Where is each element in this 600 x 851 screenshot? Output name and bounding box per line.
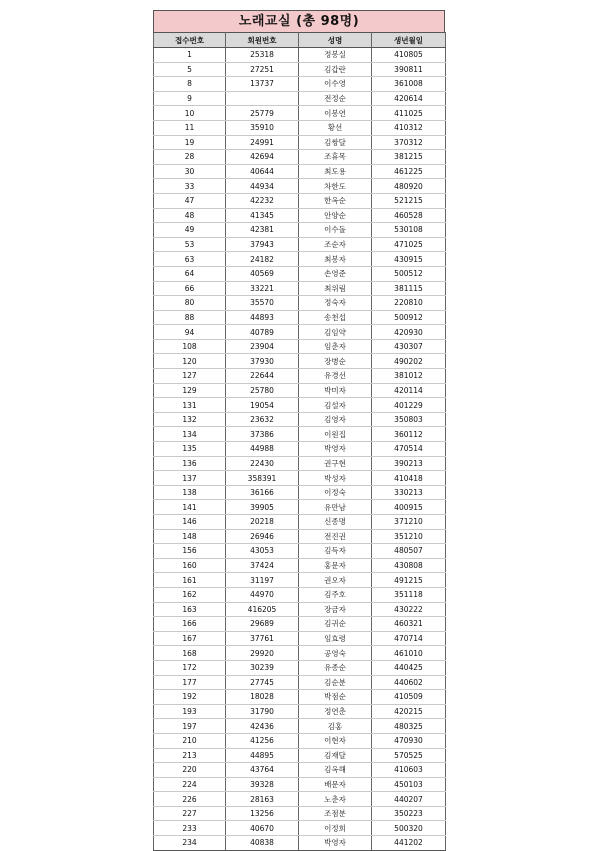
table-row xyxy=(154,485,446,500)
table-row xyxy=(154,602,446,617)
receipt-no-cell: 9 xyxy=(154,91,226,106)
receipt-no-cell: 156 xyxy=(154,544,226,559)
table-row xyxy=(154,266,446,281)
receipt-no-cell: 8 xyxy=(154,77,226,92)
receipt-no-cell: 127 xyxy=(154,369,226,384)
table-row xyxy=(154,544,446,559)
member-no-cell: 40670 xyxy=(226,821,299,836)
birthdate-cell: 370312 xyxy=(372,135,446,150)
birthdate-cell: 441202 xyxy=(372,836,446,851)
member-no-cell: 44893 xyxy=(226,310,299,325)
column-header-receipt-no: 접수번호 xyxy=(154,33,226,48)
table-row xyxy=(154,515,446,530)
receipt-no-cell: 1 xyxy=(154,48,226,63)
table-row xyxy=(154,631,446,646)
name-cell: 김설자 xyxy=(299,398,372,413)
name-cell: 정숙자 xyxy=(299,296,372,311)
member-no-cell: 40644 xyxy=(226,164,299,179)
name-cell: 임춘자 xyxy=(299,339,372,354)
table-row xyxy=(154,675,446,690)
birthdate-cell: 420930 xyxy=(372,325,446,340)
table-row xyxy=(154,748,446,763)
name-cell: 김갑란 xyxy=(299,62,372,77)
birthdate-cell: 381012 xyxy=(372,369,446,384)
receipt-no-cell: 163 xyxy=(154,602,226,617)
receipt-no-cell: 177 xyxy=(154,675,226,690)
table-row xyxy=(154,704,446,719)
member-no-cell: 33221 xyxy=(226,281,299,296)
name-cell: 공영숙 xyxy=(299,646,372,661)
birthdate-cell: 371210 xyxy=(372,515,446,530)
receipt-no-cell: 137 xyxy=(154,471,226,486)
birthdate-cell: 410418 xyxy=(372,471,446,486)
receipt-no-cell: 48 xyxy=(154,208,226,223)
table-row xyxy=(154,354,446,369)
name-cell: 권구현 xyxy=(299,456,372,471)
name-cell: 김득자 xyxy=(299,544,372,559)
table-row xyxy=(154,690,446,705)
member-no-cell: 29920 xyxy=(226,646,299,661)
name-cell: 이정숙 xyxy=(299,485,372,500)
birthdate-cell: 570525 xyxy=(372,748,446,763)
name-cell: 손영준 xyxy=(299,266,372,281)
birthdate-cell: 500912 xyxy=(372,310,446,325)
member-no-cell: 31197 xyxy=(226,573,299,588)
table-row xyxy=(154,252,446,267)
name-cell: 권오자 xyxy=(299,573,372,588)
table-row xyxy=(154,558,446,573)
member-no-cell: 23632 xyxy=(226,412,299,427)
member-no-cell: 40789 xyxy=(226,325,299,340)
birthdate-cell: 400915 xyxy=(372,500,446,515)
name-cell: 최봉자 xyxy=(299,252,372,267)
birthdate-cell: 480325 xyxy=(372,719,446,734)
birthdate-cell: 401229 xyxy=(372,398,446,413)
receipt-no-cell: 213 xyxy=(154,748,226,763)
column-header-member-no: 회원번호 xyxy=(226,33,299,48)
member-no-cell: 22644 xyxy=(226,369,299,384)
name-cell: 장금자 xyxy=(299,602,372,617)
name-cell: 조점분 xyxy=(299,806,372,821)
birthdate-cell: 351118 xyxy=(372,587,446,602)
table-row xyxy=(154,792,446,807)
member-no-cell: 42232 xyxy=(226,193,299,208)
table-row xyxy=(154,310,446,325)
name-cell: 황선 xyxy=(299,120,372,135)
receipt-no-cell: 166 xyxy=(154,617,226,632)
name-cell: 이수영 xyxy=(299,77,372,92)
table-row xyxy=(154,296,446,311)
birthdate-cell: 430808 xyxy=(372,558,446,573)
table-row xyxy=(154,77,446,92)
birthdate-cell: 470514 xyxy=(372,442,446,457)
member-no-cell: 27251 xyxy=(226,62,299,77)
table-row xyxy=(154,660,446,675)
birthdate-cell: 461010 xyxy=(372,646,446,661)
member-no-cell: 37424 xyxy=(226,558,299,573)
birthdate-cell: 430222 xyxy=(372,602,446,617)
receipt-no-cell: 227 xyxy=(154,806,226,821)
birthdate-cell: 430915 xyxy=(372,252,446,267)
member-no-cell: 30239 xyxy=(226,660,299,675)
receipt-no-cell: 94 xyxy=(154,325,226,340)
receipt-no-cell: 135 xyxy=(154,442,226,457)
birthdate-cell: 460321 xyxy=(372,617,446,632)
member-no-cell: 416205 xyxy=(226,602,299,617)
name-cell: 노춘자 xyxy=(299,792,372,807)
table-row xyxy=(154,617,446,632)
name-cell: 유종순 xyxy=(299,660,372,675)
receipt-no-cell: 5 xyxy=(154,62,226,77)
member-no-cell: 13256 xyxy=(226,806,299,821)
member-no-cell: 18028 xyxy=(226,690,299,705)
table-row xyxy=(154,763,446,778)
member-no-cell: 41256 xyxy=(226,733,299,748)
birthdate-cell: 361008 xyxy=(372,77,446,92)
receipt-no-cell: 66 xyxy=(154,281,226,296)
receipt-no-cell: 108 xyxy=(154,339,226,354)
name-cell: 정연춘 xyxy=(299,704,372,719)
name-cell: 최도용 xyxy=(299,164,372,179)
table-row xyxy=(154,806,446,821)
receipt-no-cell: 136 xyxy=(154,456,226,471)
receipt-no-cell: 33 xyxy=(154,179,226,194)
receipt-no-cell: 168 xyxy=(154,646,226,661)
birthdate-cell: 500320 xyxy=(372,821,446,836)
table-row xyxy=(154,836,446,851)
column-header-name: 성명 xyxy=(299,33,372,48)
member-no-cell: 42694 xyxy=(226,150,299,165)
birthdate-cell: 390811 xyxy=(372,62,446,77)
receipt-no-cell: 28 xyxy=(154,150,226,165)
member-no-cell: 31790 xyxy=(226,704,299,719)
receipt-no-cell: 63 xyxy=(154,252,226,267)
birthdate-cell: 410603 xyxy=(372,763,446,778)
member-no-cell: 36166 xyxy=(226,485,299,500)
receipt-no-cell: 210 xyxy=(154,733,226,748)
name-cell: 송천섭 xyxy=(299,310,372,325)
receipt-no-cell: 234 xyxy=(154,836,226,851)
name-cell: 전정순 xyxy=(299,91,372,106)
column-header-birthdate: 생년월일 xyxy=(372,33,446,48)
sheet-title: 노래교실 (총 98명) xyxy=(153,10,445,32)
receipt-no-cell: 11 xyxy=(154,120,226,135)
member-no-cell: 25779 xyxy=(226,106,299,121)
receipt-no-cell: 233 xyxy=(154,821,226,836)
name-cell: 박미자 xyxy=(299,383,372,398)
name-cell: 김재달 xyxy=(299,748,372,763)
name-cell: 최위림 xyxy=(299,281,372,296)
table-row xyxy=(154,500,446,515)
birthdate-cell: 420114 xyxy=(372,383,446,398)
birthdate-cell: 500512 xyxy=(372,266,446,281)
name-cell: 김옥해 xyxy=(299,763,372,778)
birthdate-cell: 461225 xyxy=(372,164,446,179)
member-no-cell: 44988 xyxy=(226,442,299,457)
birthdate-cell: 410312 xyxy=(372,120,446,135)
name-cell: 김쌍달 xyxy=(299,135,372,150)
member-no-cell: 29689 xyxy=(226,617,299,632)
receipt-no-cell: 49 xyxy=(154,223,226,238)
member-no-cell: 19054 xyxy=(226,398,299,413)
table-row xyxy=(154,237,446,252)
name-cell: 김영자 xyxy=(299,412,372,427)
receipt-no-cell: 47 xyxy=(154,193,226,208)
member-no-cell: 44970 xyxy=(226,587,299,602)
birthdate-cell: 460528 xyxy=(372,208,446,223)
member-no-cell: 42436 xyxy=(226,719,299,734)
table-row xyxy=(154,398,446,413)
table-row xyxy=(154,573,446,588)
name-cell: 박점순 xyxy=(299,690,372,705)
birthdate-cell: 440425 xyxy=(372,660,446,675)
member-no-cell: 40569 xyxy=(226,266,299,281)
receipt-no-cell: 220 xyxy=(154,763,226,778)
receipt-no-cell: 161 xyxy=(154,573,226,588)
table-row xyxy=(154,369,446,384)
name-cell: 조순자 xyxy=(299,237,372,252)
receipt-no-cell: 53 xyxy=(154,237,226,252)
name-cell: 이수돌 xyxy=(299,223,372,238)
member-no-cell: 40838 xyxy=(226,836,299,851)
name-cell: 홍문자 xyxy=(299,558,372,573)
member-no-cell: 42381 xyxy=(226,223,299,238)
name-cell: 전진권 xyxy=(299,529,372,544)
name-cell: 배문자 xyxy=(299,777,372,792)
receipt-no-cell: 64 xyxy=(154,266,226,281)
birthdate-cell: 330213 xyxy=(372,485,446,500)
birthdate-cell: 420614 xyxy=(372,91,446,106)
table-row xyxy=(154,62,446,77)
member-no-cell: 22430 xyxy=(226,456,299,471)
table-row xyxy=(154,208,446,223)
receipt-no-cell: 132 xyxy=(154,412,226,427)
birthdate-cell: 410509 xyxy=(372,690,446,705)
receipt-no-cell: 129 xyxy=(154,383,226,398)
member-no-cell: 39905 xyxy=(226,500,299,515)
name-cell: 박영자 xyxy=(299,442,372,457)
receipt-no-cell: 19 xyxy=(154,135,226,150)
receipt-no-cell: 30 xyxy=(154,164,226,179)
member-no-cell: 23904 xyxy=(226,339,299,354)
name-cell: 이정희 xyxy=(299,821,372,836)
birthdate-cell: 480920 xyxy=(372,179,446,194)
name-cell: 박성자 xyxy=(299,471,372,486)
birthdate-cell: 350803 xyxy=(372,412,446,427)
member-no-cell: 37930 xyxy=(226,354,299,369)
receipt-no-cell: 162 xyxy=(154,587,226,602)
name-cell: 유만남 xyxy=(299,500,372,515)
name-cell: 차한도 xyxy=(299,179,372,194)
receipt-no-cell: 148 xyxy=(154,529,226,544)
birthdate-cell: 450103 xyxy=(372,777,446,792)
birthdate-cell: 360112 xyxy=(372,427,446,442)
receipt-no-cell: 224 xyxy=(154,777,226,792)
name-cell: 김홍 xyxy=(299,719,372,734)
member-no-cell: 27745 xyxy=(226,675,299,690)
receipt-no-cell: 226 xyxy=(154,792,226,807)
name-cell: 이현자 xyxy=(299,733,372,748)
receipt-no-cell: 192 xyxy=(154,690,226,705)
member-no-cell: 35570 xyxy=(226,296,299,311)
table-row xyxy=(154,383,446,398)
member-no-cell: 44895 xyxy=(226,748,299,763)
birthdate-cell: 440602 xyxy=(372,675,446,690)
name-cell: 안양순 xyxy=(299,208,372,223)
member-no-cell: 44934 xyxy=(226,179,299,194)
receipt-no-cell: 172 xyxy=(154,660,226,675)
name-cell: 신종명 xyxy=(299,515,372,530)
member-no-cell: 26946 xyxy=(226,529,299,544)
receipt-no-cell: 120 xyxy=(154,354,226,369)
name-cell: 김귀순 xyxy=(299,617,372,632)
table-row xyxy=(154,427,446,442)
table-row xyxy=(154,91,446,106)
birthdate-cell: 411025 xyxy=(372,106,446,121)
table-row xyxy=(154,48,446,63)
receipt-no-cell: 167 xyxy=(154,631,226,646)
table-row xyxy=(154,223,446,238)
table-row xyxy=(154,120,446,135)
table-row xyxy=(154,150,446,165)
birthdate-cell: 521215 xyxy=(372,193,446,208)
birthdate-cell: 470930 xyxy=(372,733,446,748)
table-row xyxy=(154,821,446,836)
table-row xyxy=(154,442,446,457)
birthdate-cell: 471025 xyxy=(372,237,446,252)
receipt-no-cell: 138 xyxy=(154,485,226,500)
name-cell: 조휴목 xyxy=(299,150,372,165)
receipt-no-cell: 197 xyxy=(154,719,226,734)
receipt-no-cell: 10 xyxy=(154,106,226,121)
birthdate-cell: 490202 xyxy=(372,354,446,369)
name-cell: 이원집 xyxy=(299,427,372,442)
birthdate-cell: 390213 xyxy=(372,456,446,471)
name-cell: 박영자 xyxy=(299,836,372,851)
member-no-cell: 35910 xyxy=(226,120,299,135)
birthdate-cell: 420215 xyxy=(372,704,446,719)
member-no-cell: 37943 xyxy=(226,237,299,252)
birthdate-cell: 351210 xyxy=(372,529,446,544)
table-row xyxy=(154,587,446,602)
roster-body xyxy=(154,48,446,851)
member-no-cell: 25780 xyxy=(226,383,299,398)
member-no-cell: 24991 xyxy=(226,135,299,150)
table-row xyxy=(154,471,446,486)
receipt-no-cell: 88 xyxy=(154,310,226,325)
name-cell: 유경선 xyxy=(299,369,372,384)
table-row xyxy=(154,412,446,427)
table-row xyxy=(154,135,446,150)
header-row xyxy=(154,33,446,48)
birthdate-cell: 410805 xyxy=(372,48,446,63)
member-no-cell: 25318 xyxy=(226,48,299,63)
name-cell: 한옥순 xyxy=(299,193,372,208)
table-row xyxy=(154,339,446,354)
name-cell: 장병순 xyxy=(299,354,372,369)
name-cell: 김임약 xyxy=(299,325,372,340)
birthdate-cell: 480507 xyxy=(372,544,446,559)
birthdate-cell: 440207 xyxy=(372,792,446,807)
member-no-cell: 43764 xyxy=(226,763,299,778)
birthdate-cell: 381215 xyxy=(372,150,446,165)
birthdate-cell: 350223 xyxy=(372,806,446,821)
table-row xyxy=(154,193,446,208)
receipt-no-cell: 193 xyxy=(154,704,226,719)
receipt-no-cell: 141 xyxy=(154,500,226,515)
roster-table xyxy=(153,32,446,851)
roster-sheet xyxy=(153,10,445,851)
member-no-cell: 43053 xyxy=(226,544,299,559)
receipt-no-cell: 134 xyxy=(154,427,226,442)
table-row xyxy=(154,646,446,661)
birthdate-cell: 470714 xyxy=(372,631,446,646)
table-row xyxy=(154,529,446,544)
receipt-no-cell: 80 xyxy=(154,296,226,311)
member-no-cell: 37761 xyxy=(226,631,299,646)
member-no-cell: 358391 xyxy=(226,471,299,486)
table-row xyxy=(154,456,446,471)
member-no-cell: 24182 xyxy=(226,252,299,267)
table-row xyxy=(154,733,446,748)
name-cell: 이봉연 xyxy=(299,106,372,121)
table-row xyxy=(154,164,446,179)
name-cell: 임효령 xyxy=(299,631,372,646)
birthdate-cell: 530108 xyxy=(372,223,446,238)
birthdate-cell: 381115 xyxy=(372,281,446,296)
member-no-cell: 28163 xyxy=(226,792,299,807)
birthdate-cell: 491215 xyxy=(372,573,446,588)
table-row xyxy=(154,325,446,340)
receipt-no-cell: 131 xyxy=(154,398,226,413)
table-row xyxy=(154,777,446,792)
table-row xyxy=(154,179,446,194)
member-no-cell: 37386 xyxy=(226,427,299,442)
table-row xyxy=(154,719,446,734)
member-no-cell xyxy=(226,91,299,106)
member-no-cell: 39328 xyxy=(226,777,299,792)
name-cell: 김순분 xyxy=(299,675,372,690)
member-no-cell: 20218 xyxy=(226,515,299,530)
table-row xyxy=(154,281,446,296)
table-row xyxy=(154,106,446,121)
name-cell: 김주호 xyxy=(299,587,372,602)
birthdate-cell: 220810 xyxy=(372,296,446,311)
name-cell: 정봉실 xyxy=(299,48,372,63)
receipt-no-cell: 160 xyxy=(154,558,226,573)
member-no-cell: 41345 xyxy=(226,208,299,223)
receipt-no-cell: 146 xyxy=(154,515,226,530)
birthdate-cell: 430307 xyxy=(372,339,446,354)
member-no-cell: 13737 xyxy=(226,77,299,92)
